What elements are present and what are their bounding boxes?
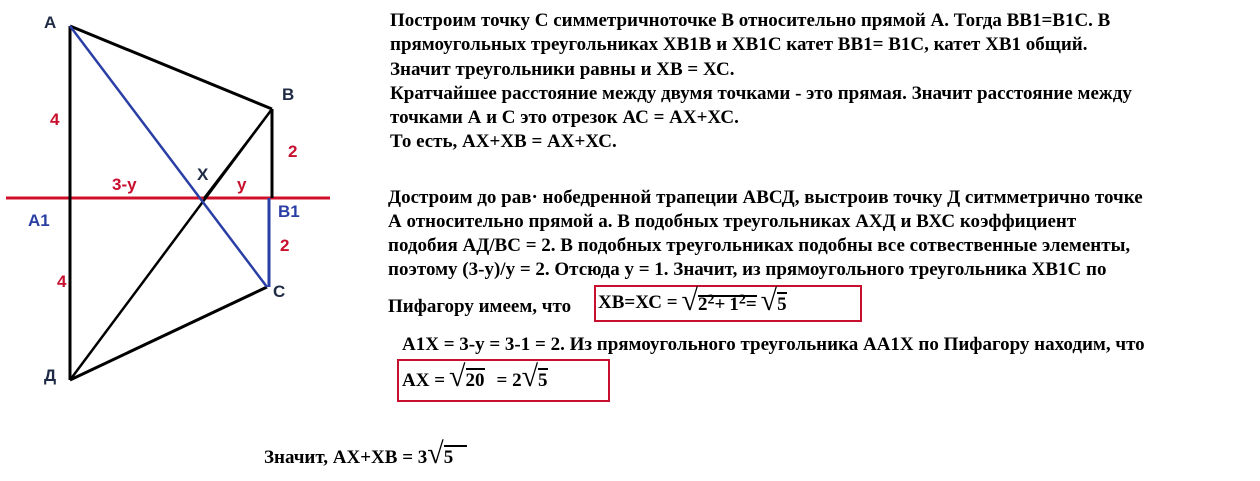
formula-xb-lhs: ХВ=ХС =	[598, 292, 678, 313]
label-point-A1: А1	[28, 211, 50, 230]
text-line: прямоугольных треугольниках ХВ1В и ХВ1С катет ВВ1= В1С, катет ХВ1 общий.	[390, 34, 1088, 55]
label-A1D-length: 4	[57, 272, 67, 291]
label-point-C: С	[273, 282, 286, 301]
radical-sign: √	[681, 284, 698, 317]
exponent-a: 2	[707, 292, 715, 308]
result-radicand: 5	[777, 294, 787, 315]
final-radicand: 5	[444, 445, 468, 468]
radical-sign: √	[427, 437, 444, 470]
formula-ax-eq: = 2	[496, 370, 522, 391]
result-radicand: 5	[538, 370, 548, 391]
text-line: Построим точку С симметричноточке В относительно прямой А. Тогда ВВ1=В1С. В	[390, 10, 1111, 31]
exponent-b: 2	[738, 292, 746, 308]
radicand-20: 20	[465, 370, 485, 391]
text-line: Кратчайшее расстояние между двумя точками - это прямая. Значит расстояние между	[390, 83, 1132, 104]
label-XB1-length: у	[237, 175, 247, 194]
radicand-b: 1	[729, 294, 739, 315]
label-point-B1: В1	[278, 202, 300, 221]
radical-sign: √	[760, 284, 778, 317]
text-line: А1Х = 3-у = 3-1 = 2. Из прямоугольного треугольника АА1Х по Пифагору находим, что	[402, 334, 1145, 355]
radicand	[698, 292, 757, 315]
plus-sign: +	[714, 294, 726, 315]
final-answer	[264, 437, 467, 471]
radical-sign: √	[521, 360, 539, 393]
text-line: подобия АД/ВС = 2. В подобных треугольниках подобны все сотвественные элементы,	[388, 235, 1131, 256]
text-line: точками А и С это отрезок АС = АХ+ХС.	[390, 107, 739, 128]
radicand-a: 2	[698, 294, 708, 315]
segment-DC	[70, 287, 267, 380]
label-A1X-length: 3-у	[112, 175, 137, 194]
formula-ax-lhs: АХ =	[402, 370, 446, 391]
text-line: Значит треугольники равны и ХВ = ХС.	[390, 59, 735, 80]
equals-sign: =	[745, 294, 757, 315]
label-point-A: А	[44, 13, 57, 32]
label-point-B: В	[282, 85, 295, 104]
radical-sign: √	[449, 360, 466, 393]
formula-xb	[598, 284, 787, 318]
label-point-X: Х	[197, 165, 209, 184]
geometry-figure	[0, 0, 340, 400]
label-AA1-length: 4	[50, 110, 60, 129]
label-B1C-length: 2	[280, 236, 290, 255]
text-line: То есть, АХ+ХВ = АХ+ХС.	[390, 131, 617, 152]
label-BB1-length: 2	[288, 142, 298, 161]
text-line: Пифагору имеем, что	[388, 296, 572, 317]
text-line: Достроим до рав· нобедренной трапеции АВСД, выстроив точку Д ситмметрично точке	[388, 187, 1143, 208]
final-lhs: Значит, АХ+ХВ = 3	[264, 447, 428, 468]
formula-ax	[402, 360, 548, 394]
label-point-D: Д	[44, 366, 57, 385]
text-line: поэтому (3-у)/у = 2. Отсюда у = 1. Значит, из прямоугольного треугольника ХВ1С по	[388, 259, 1107, 280]
text-line: А относительно прямой а. В подобных треугольниках АХД и ВХС коэффициент	[388, 211, 1077, 232]
